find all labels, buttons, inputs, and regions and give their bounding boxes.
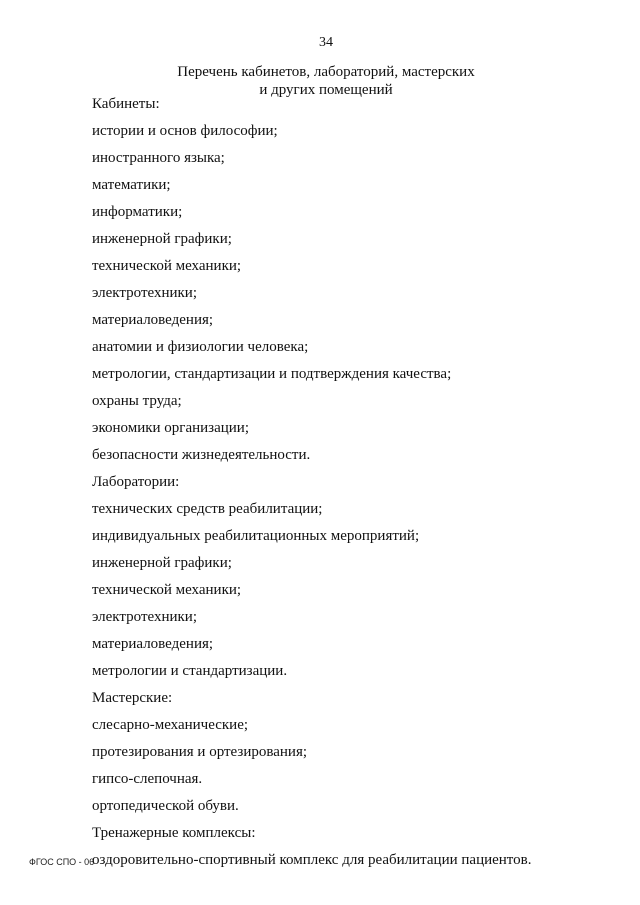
list-item: протезирования и ортезирования; [92,744,308,760]
title-line-1: Перечень кабинетов, лабораторий, мастерских [177,64,475,80]
list-item: математики; [92,177,171,193]
list-item: инженерной графики; [92,555,232,571]
list-item: электротехники; [92,609,197,625]
section-heading-cabinets: Кабинеты: [92,96,160,112]
list-item: гипсо-слепочная. [92,771,203,787]
list-item: экономики организации; [92,420,249,436]
footer-code: ФГОС СПО - 06 [29,857,95,867]
list-item: ортопедической обуви. [92,798,239,814]
list-item: технических средств реабилитации; [92,501,323,517]
list-item: электротехники; [92,285,197,301]
list-item: технической механики; [92,582,242,598]
list-item: инженерной графики; [92,231,232,247]
list-item: охраны труда; [92,393,182,409]
section-heading-laboratories: Лаборатории: [92,474,180,490]
list-item: анатомии и физиологии человека; [92,339,309,355]
list-item: истории и основ философии; [92,123,278,139]
list-item: иностранного языка; [92,150,225,166]
list-item: материаловедения; [92,312,214,328]
list-item: метрологии и стандартизации. [92,663,288,679]
list-item: безопасности жизнедеятельности. [92,447,311,463]
list-item: индивидуальных реабилитационных мероприятий; [92,528,420,544]
list-item: слесарно-механические; [92,717,249,733]
section-heading-training: Тренажерные комплексы: [92,825,256,841]
list-item: материаловедения; [92,636,214,652]
section-heading-workshops: Мастерские: [92,690,173,706]
page-number: 34 [319,35,333,50]
list-item: информатики; [92,204,183,220]
list-item: метрологии, стандартизации и подтверждения качества; [92,366,452,382]
title-line-2: и других помещений [259,82,393,98]
list-item: оздоровительно-спортивный комплекс для реабилитации пациентов. [92,852,532,868]
list-item: технической механики; [92,258,242,274]
